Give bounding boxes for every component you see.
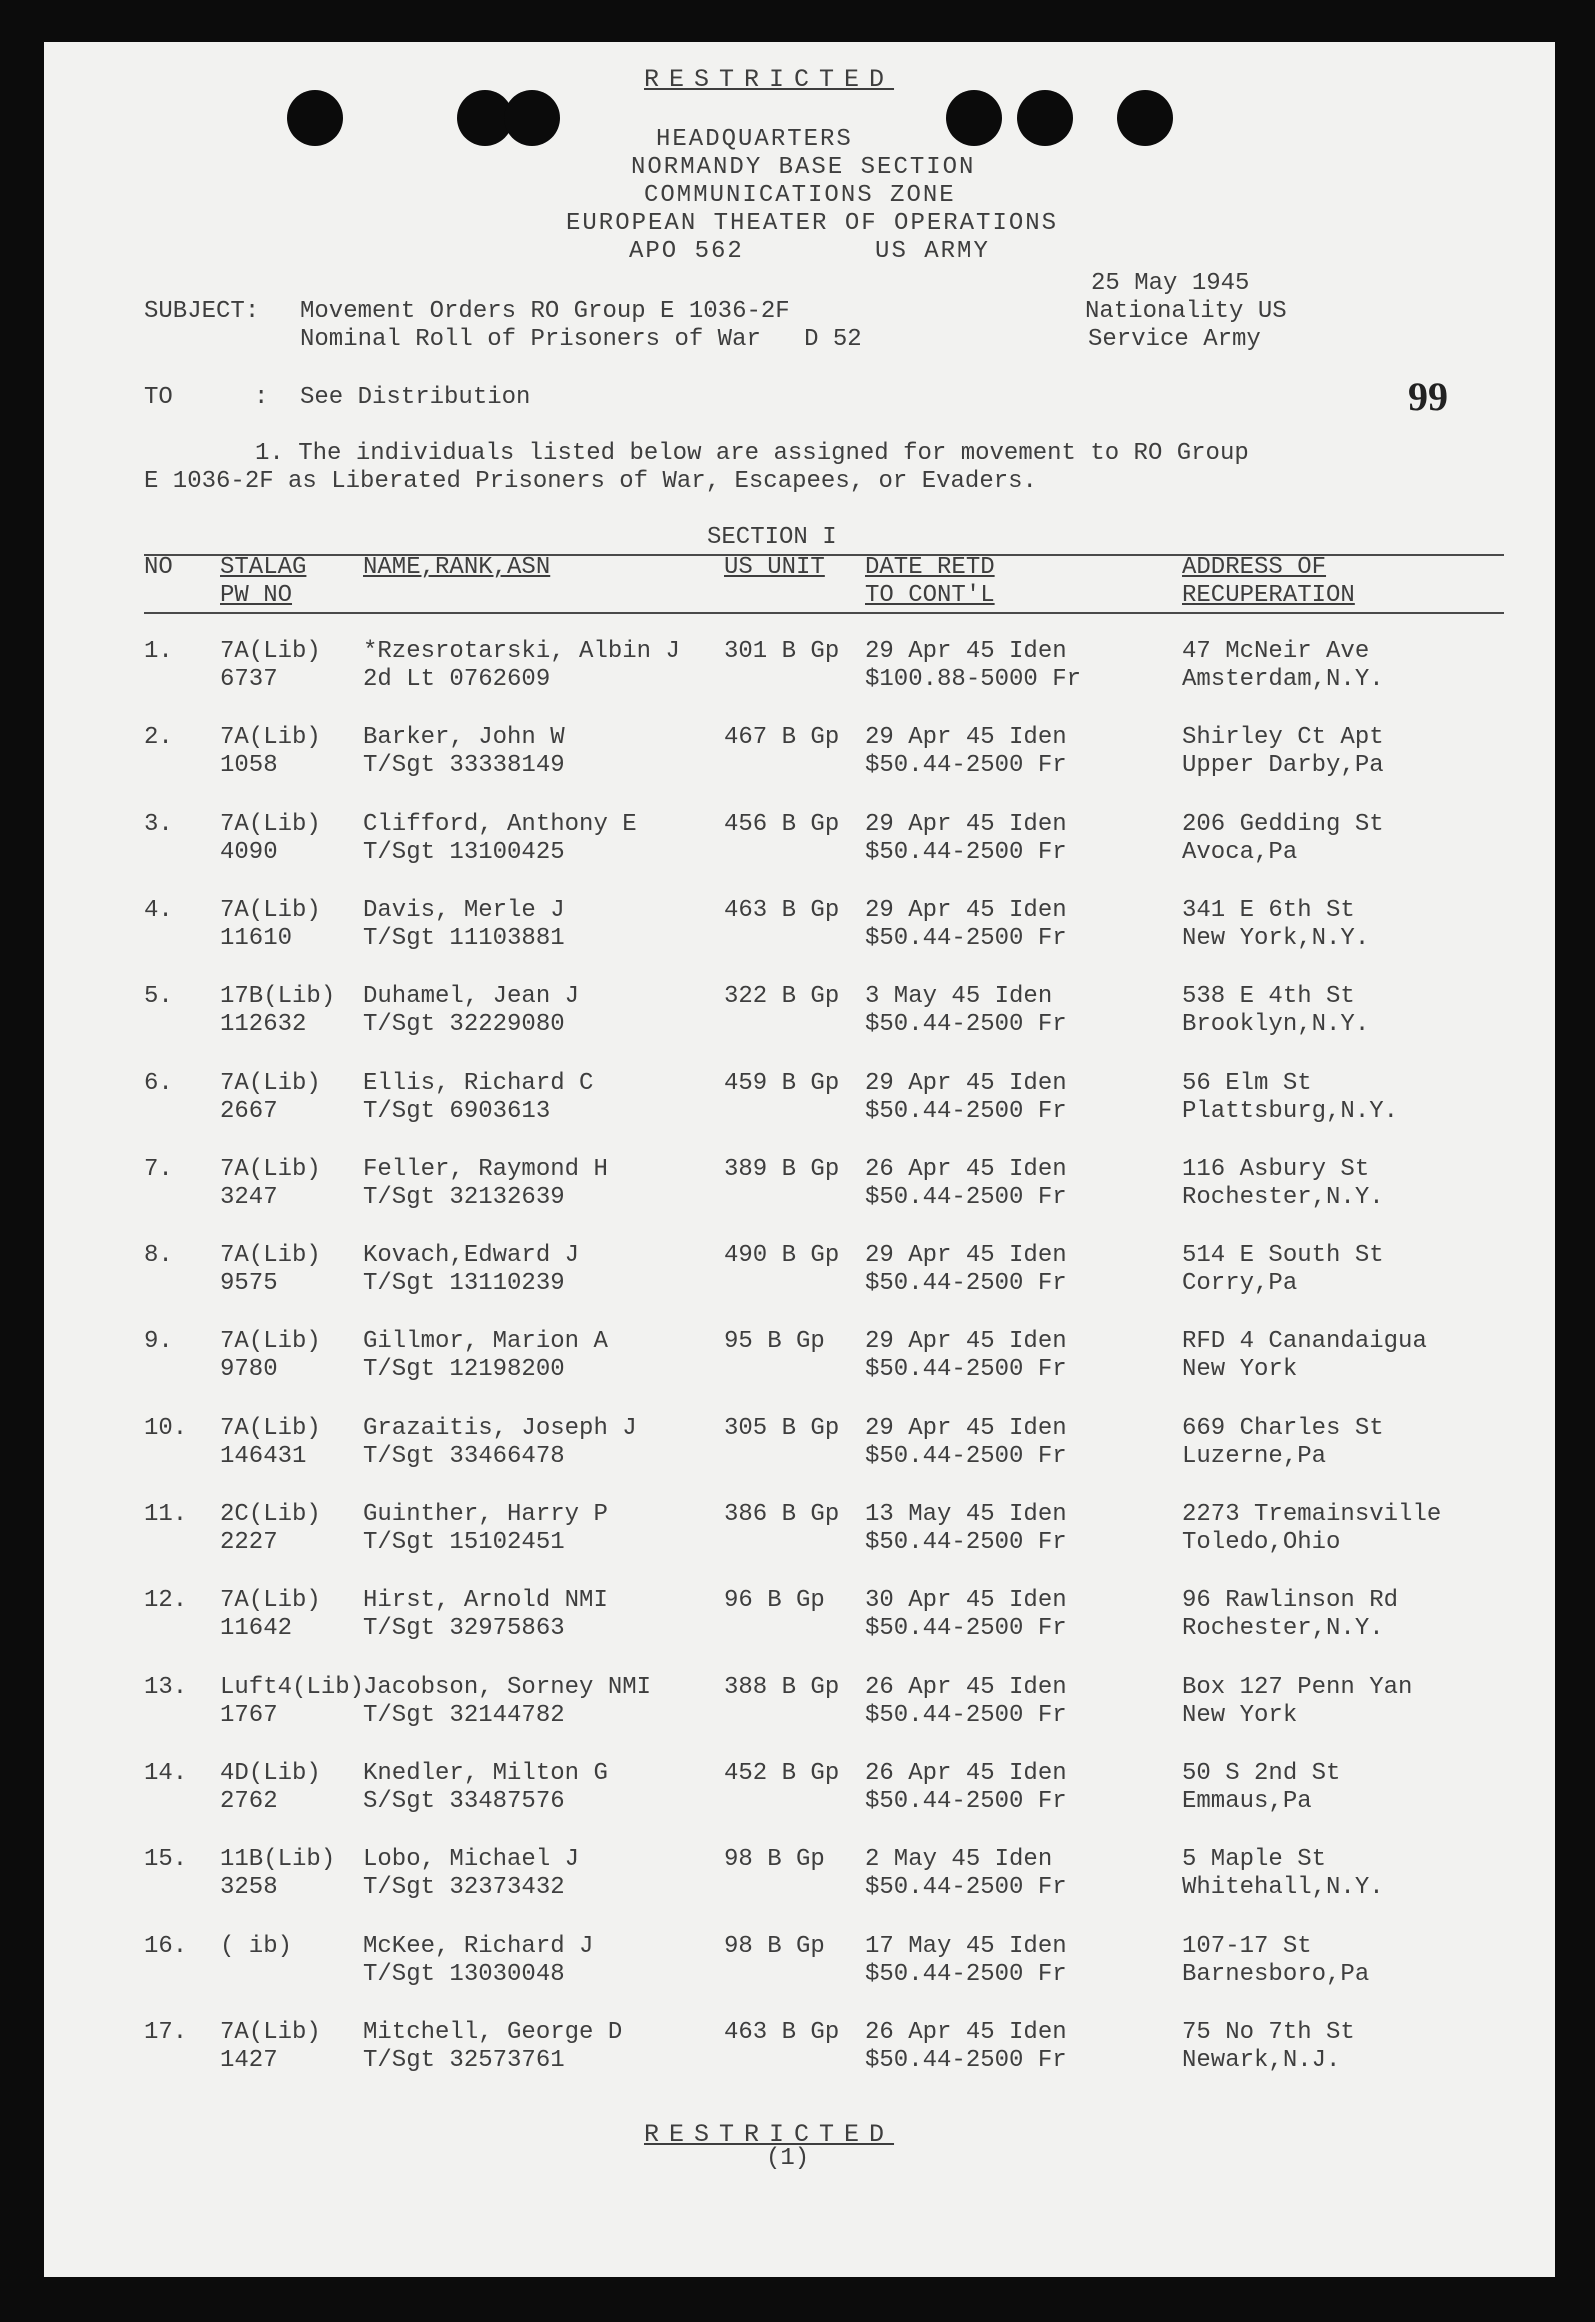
payment: $50.44-2500 Fr <box>865 1011 1067 1039</box>
col-header-address-2: RECUPERATION <box>1182 582 1355 609</box>
pw-number: 3247 <box>220 1183 278 1211</box>
stalag: 17B(Lib) <box>220 983 336 1011</box>
rank-asn: T/Sgt 6903613 <box>363 1097 551 1125</box>
rank-asn: T/Sgt 13030048 <box>363 1960 565 1988</box>
payment: $50.44-2500 Fr <box>865 1787 1067 1815</box>
row-number: 8. <box>144 1242 173 1270</box>
row-number: 4. <box>144 896 173 924</box>
address-line-2: Amsterdam,N.Y. <box>1182 666 1384 693</box>
address-line-2: Brooklyn,N.Y. <box>1182 1011 1370 1039</box>
subject-label: SUBJECT: <box>144 298 260 325</box>
row-number: 13. <box>144 1673 188 1701</box>
address-line-1: 56 Elm St <box>1182 1069 1312 1097</box>
stalag: 7A(Lib) <box>220 1587 321 1615</box>
prisoner-name: Hirst, Arnold NMI <box>363 1587 608 1615</box>
row-number: 11. <box>144 1501 188 1528</box>
row-number: 14. <box>144 1759 188 1787</box>
date-returned: 29 Apr 45 Iden <box>865 638 1067 665</box>
subject-line-1: Movement Orders RO Group E 1036-2F <box>300 298 790 325</box>
row-number: 2. <box>144 724 173 752</box>
classification-footer: RESTRICTED <box>644 2120 895 2149</box>
command-line: NORMANDY BASE SECTION <box>631 154 976 181</box>
address-line-2: New York <box>1182 1701 1298 1729</box>
date-returned: 26 Apr 45 Iden <box>865 1759 1067 1787</box>
address-line-1: 116 Asbury St <box>1182 1155 1370 1183</box>
document-date: 25 May 1945 <box>1091 270 1250 297</box>
address-line-1: Shirley Ct Apt <box>1182 724 1384 752</box>
table-row <box>44 1674 1555 1744</box>
us-unit: 456 B Gp <box>724 810 840 838</box>
col-header-date: DATE RETD <box>865 554 995 581</box>
row-number: 7. <box>144 1155 173 1183</box>
punch-hole <box>504 90 560 146</box>
col-header-name: NAME,RANK,ASN <box>363 554 551 581</box>
punch-hole <box>1117 90 1173 146</box>
date-returned: 29 Apr 45 Iden <box>865 1069 1067 1097</box>
row-number: 3. <box>144 810 173 838</box>
stalag: 7A(Lib) <box>220 724 321 752</box>
us-unit: 389 B Gp <box>724 1155 840 1183</box>
date-returned: 26 Apr 45 Iden <box>865 2018 1067 2046</box>
pw-number: 9780 <box>220 1356 278 1384</box>
address-line-2: New York <box>1182 1356 1298 1384</box>
to-label: TO <box>144 384 173 411</box>
pw-number: 1427 <box>220 2046 278 2074</box>
address-line-2: Upper Darby,Pa <box>1182 752 1384 780</box>
address-line-1: 206 Gedding St <box>1182 810 1384 838</box>
address-line-1: RFD 4 Canandaigua <box>1182 1328 1427 1356</box>
page-number: 99 <box>1408 374 1448 419</box>
address-line-2: Barnesboro,Pa <box>1182 1960 1370 1988</box>
col-header-address: ADDRESS OF <box>1182 554 1327 581</box>
payment: $50.44-2500 Fr <box>865 1529 1067 1556</box>
table-row <box>44 811 1555 881</box>
rank-asn: T/Sgt 13110239 <box>363 1270 565 1298</box>
stalag: Luft4(Lib) <box>220 1673 365 1701</box>
address-line-2: New York,N.Y. <box>1182 924 1370 952</box>
address-line-2: Rochester,N.Y. <box>1182 1183 1384 1211</box>
address-line-1: 341 E 6th St <box>1182 896 1355 924</box>
row-number: 17. <box>144 2018 188 2046</box>
address-line-2: Plattsburg,N.Y. <box>1182 1097 1399 1125</box>
apo-line: APO 562 US ARMY <box>629 238 990 265</box>
stalag: 7A(Lib) <box>220 1414 321 1442</box>
document-page <box>44 42 1555 2277</box>
prisoner-name: Grazaitis, Joseph J <box>363 1414 637 1442</box>
rank-asn: T/Sgt 33466478 <box>363 1442 565 1470</box>
rank-asn: T/Sgt 32975863 <box>363 1615 565 1643</box>
address-line-2: Luzerne,Pa <box>1182 1442 1327 1470</box>
rank-asn: T/Sgt 32573761 <box>363 2046 565 2074</box>
payment: $100.88-5000 Fr <box>865 666 1082 693</box>
address-line-2: Newark,N.J. <box>1182 2046 1341 2074</box>
rank-asn: T/Sgt 11103881 <box>363 924 565 952</box>
us-unit: 98 B Gp <box>724 1846 825 1874</box>
col-header-no: NO <box>144 554 173 581</box>
us-unit: 301 B Gp <box>724 638 840 665</box>
address-line-1: 96 Rawlinson Rd <box>1182 1587 1399 1615</box>
us-unit: 463 B Gp <box>724 2018 840 2046</box>
date-returned: 29 Apr 45 Iden <box>865 1414 1067 1442</box>
col-header-unit: US UNIT <box>724 554 825 581</box>
prisoner-name: McKee, Richard J <box>363 1932 594 1960</box>
stalag: 7A(Lib) <box>220 1155 321 1183</box>
payment: $50.44-2500 Fr <box>865 2046 1067 2074</box>
date-returned: 29 Apr 45 Iden <box>865 1328 1067 1356</box>
punch-hole <box>287 90 343 146</box>
us-unit: 322 B Gp <box>724 983 840 1011</box>
date-returned: 3 May 45 Iden <box>865 983 1053 1011</box>
address-line-2: Corry,Pa <box>1182 1270 1298 1298</box>
prisoner-name: Jacobson, Sorney NMI <box>363 1673 652 1701</box>
rank-asn: T/Sgt 12198200 <box>363 1356 565 1384</box>
section-title: SECTION I <box>707 524 837 551</box>
pw-number: 2762 <box>220 1787 278 1815</box>
date-returned: 26 Apr 45 Iden <box>865 1155 1067 1183</box>
stalag: 2C(Lib) <box>220 1501 321 1528</box>
address-line-1: 5 Maple St <box>1182 1846 1327 1874</box>
row-number: 5. <box>144 983 173 1011</box>
date-returned: 30 Apr 45 Iden <box>865 1587 1067 1615</box>
stalag: 7A(Lib) <box>220 1242 321 1270</box>
pw-number: 1058 <box>220 752 278 780</box>
us-unit: 490 B Gp <box>724 1242 840 1270</box>
table-row <box>44 897 1555 967</box>
row-number: 1. <box>144 638 173 665</box>
stalag: 7A(Lib) <box>220 2018 321 2046</box>
payment: $50.44-2500 Fr <box>865 1183 1067 1211</box>
table-row <box>44 724 1555 794</box>
address-line-2: Rochester,N.Y. <box>1182 1615 1384 1643</box>
row-number: 16. <box>144 1932 188 1960</box>
row-number: 10. <box>144 1414 188 1442</box>
payment: $50.44-2500 Fr <box>865 1701 1067 1729</box>
us-unit: 95 B Gp <box>724 1328 825 1356</box>
pw-number: 2667 <box>220 1097 278 1125</box>
classification-header: RESTRICTED <box>644 65 895 94</box>
address-line-1: Box 127 Penn Yan <box>1182 1673 1413 1701</box>
table-row <box>44 2019 1555 2089</box>
prisoner-name: Lobo, Michael J <box>363 1846 580 1874</box>
address-line-1: 47 McNeir Ave <box>1182 638 1370 665</box>
payment: $50.44-2500 Fr <box>865 838 1067 866</box>
paragraph-line-2: E 1036-2F as Liberated Prisoners of War, Escapees, or Evaders. <box>144 468 1037 495</box>
prisoner-name: Knedler, Milton G <box>363 1759 608 1787</box>
date-returned: 26 Apr 45 Iden <box>865 1673 1067 1701</box>
date-returned: 29 Apr 45 Iden <box>865 810 1067 838</box>
payment: $50.44-2500 Fr <box>865 1615 1067 1643</box>
prisoner-name: Guinther, Harry P <box>363 1501 608 1528</box>
address-line-1: 669 Charles St <box>1182 1414 1384 1442</box>
date-returned: 29 Apr 45 Iden <box>865 1242 1067 1270</box>
prisoner-name: Gillmor, Marion A <box>363 1328 608 1356</box>
hq-line: HEADQUARTERS <box>656 126 853 153</box>
pw-number: 11642 <box>220 1615 293 1643</box>
payment: $50.44-2500 Fr <box>865 1356 1067 1384</box>
prisoner-name: Ellis, Richard C <box>363 1069 594 1097</box>
stalag: 7A(Lib) <box>220 896 321 924</box>
zone-line: COMMUNICATIONS ZONE <box>644 182 956 209</box>
us-unit: 388 B Gp <box>724 1673 840 1701</box>
address-line-2: Toledo,Ohio <box>1182 1529 1341 1556</box>
us-unit: 452 B Gp <box>724 1759 840 1787</box>
table-row <box>44 1587 1555 1657</box>
stalag: 7A(Lib) <box>220 638 321 665</box>
theater-line: EUROPEAN THEATER OF OPERATIONS <box>566 210 1059 237</box>
row-number: 15. <box>144 1846 188 1874</box>
payment: $50.44-2500 Fr <box>865 752 1067 780</box>
table-row <box>44 1760 1555 1830</box>
stalag: 4D(Lib) <box>220 1759 321 1787</box>
footer-page-number: (1) <box>766 2145 810 2172</box>
address-line-1: 107-17 St <box>1182 1932 1312 1960</box>
punch-hole <box>946 90 1002 146</box>
address-line-1: 75 No 7th St <box>1182 2018 1355 2046</box>
table-row <box>44 1415 1555 1485</box>
address-line-2: Whitehall,N.Y. <box>1182 1874 1384 1902</box>
payment: $50.44-2500 Fr <box>865 1270 1067 1298</box>
date-returned: 2 May 45 Iden <box>865 1846 1053 1874</box>
pw-number: 112632 <box>220 1011 307 1039</box>
payment: $50.44-2500 Fr <box>865 1874 1067 1902</box>
table-row <box>44 1242 1555 1312</box>
date-returned: 29 Apr 45 Iden <box>865 896 1067 924</box>
prisoner-name: Clifford, Anthony E <box>363 810 637 838</box>
stalag: 7A(Lib) <box>220 1328 321 1356</box>
rank-asn: T/Sgt 13100425 <box>363 838 565 866</box>
rank-asn: S/Sgt 33487576 <box>363 1787 565 1815</box>
pw-number: 1767 <box>220 1701 278 1729</box>
stalag: 7A(Lib) <box>220 810 321 838</box>
date-returned: 17 May 45 Iden <box>865 1932 1067 1960</box>
col-header-pw-no: PW NO <box>220 582 293 609</box>
prisoner-name: Barker, John W <box>363 724 565 752</box>
payment: $50.44-2500 Fr <box>865 924 1067 952</box>
rank-asn: T/Sgt 15102451 <box>363 1529 565 1556</box>
col-header-date-2: TO CONT'L <box>865 582 995 609</box>
to-colon: : <box>254 384 269 411</box>
pw-number: 2227 <box>220 1529 278 1556</box>
pw-number: 11610 <box>220 924 293 952</box>
col-header-stalag: STALAG <box>220 554 307 581</box>
us-unit: 459 B Gp <box>724 1069 840 1097</box>
rank-asn: T/Sgt 33338149 <box>363 752 565 780</box>
prisoner-name: Duhamel, Jean J <box>363 983 580 1011</box>
row-number: 9. <box>144 1328 173 1356</box>
rank-asn: T/Sgt 32132639 <box>363 1183 565 1211</box>
prisoner-name: Feller, Raymond H <box>363 1155 608 1183</box>
pw-number: 9575 <box>220 1270 278 1298</box>
address-line-1: 514 E South St <box>1182 1242 1384 1270</box>
service: Service Army <box>1088 326 1261 353</box>
rank-asn: T/Sgt 32373432 <box>363 1874 565 1902</box>
table-row <box>44 1328 1555 1398</box>
paragraph-line-1: 1. The individuals listed below are assigned for movement to RO Group <box>255 440 1249 467</box>
us-unit: 98 B Gp <box>724 1932 825 1960</box>
table-row <box>44 1070 1555 1140</box>
us-unit: 96 B Gp <box>724 1587 825 1615</box>
address-line-1: 2273 Tremainsville <box>1182 1501 1442 1528</box>
pw-number: 146431 <box>220 1442 307 1470</box>
subject-line-2: Nominal Roll of Prisoners of War D 52 <box>300 326 862 353</box>
prisoner-name: Davis, Merle J <box>363 896 565 924</box>
us-unit: 463 B Gp <box>724 896 840 924</box>
address-line-1: 50 S 2nd St <box>1182 1759 1341 1787</box>
us-unit: 467 B Gp <box>724 724 840 752</box>
row-number: 6. <box>144 1069 173 1097</box>
date-returned: 29 Apr 45 Iden <box>865 724 1067 752</box>
us-unit: 305 B Gp <box>724 1414 840 1442</box>
table-row <box>44 1156 1555 1226</box>
pw-number: 6737 <box>220 666 278 693</box>
address-line-1: 538 E 4th St <box>1182 983 1355 1011</box>
address-line-2: Avoca,Pa <box>1182 838 1298 866</box>
payment: $50.44-2500 Fr <box>865 1960 1067 1988</box>
date-returned: 13 May 45 Iden <box>865 1501 1067 1528</box>
prisoner-name: Kovach,Edward J <box>363 1242 580 1270</box>
nationality: Nationality US <box>1085 298 1287 325</box>
address-line-2: Emmaus,Pa <box>1182 1787 1312 1815</box>
table-row <box>44 1501 1555 1571</box>
table-row <box>44 1933 1555 2003</box>
stalag: 11B(Lib) <box>220 1846 336 1874</box>
rank-asn: T/Sgt 32229080 <box>363 1011 565 1039</box>
payment: $50.44-2500 Fr <box>865 1097 1067 1125</box>
to-value: See Distribution <box>300 384 531 411</box>
stalag: 7A(Lib) <box>220 1069 321 1097</box>
stalag: ( ib) <box>220 1932 293 1960</box>
row-number: 12. <box>144 1587 188 1615</box>
punch-hole <box>1017 90 1073 146</box>
rank-asn: 2d Lt 0762609 <box>363 666 551 693</box>
rank-asn: T/Sgt 32144782 <box>363 1701 565 1729</box>
pw-number: 3258 <box>220 1874 278 1902</box>
table-row <box>44 983 1555 1053</box>
payment: $50.44-2500 Fr <box>865 1442 1067 1470</box>
pw-number: 4090 <box>220 838 278 866</box>
prisoner-name: *Rzesrotarski, Albin J <box>363 638 680 665</box>
us-unit: 386 B Gp <box>724 1501 840 1528</box>
table-header-rule <box>144 612 1504 614</box>
table-row <box>44 1846 1555 1916</box>
prisoner-name: Mitchell, George D <box>363 2018 623 2046</box>
table-row <box>44 638 1555 708</box>
